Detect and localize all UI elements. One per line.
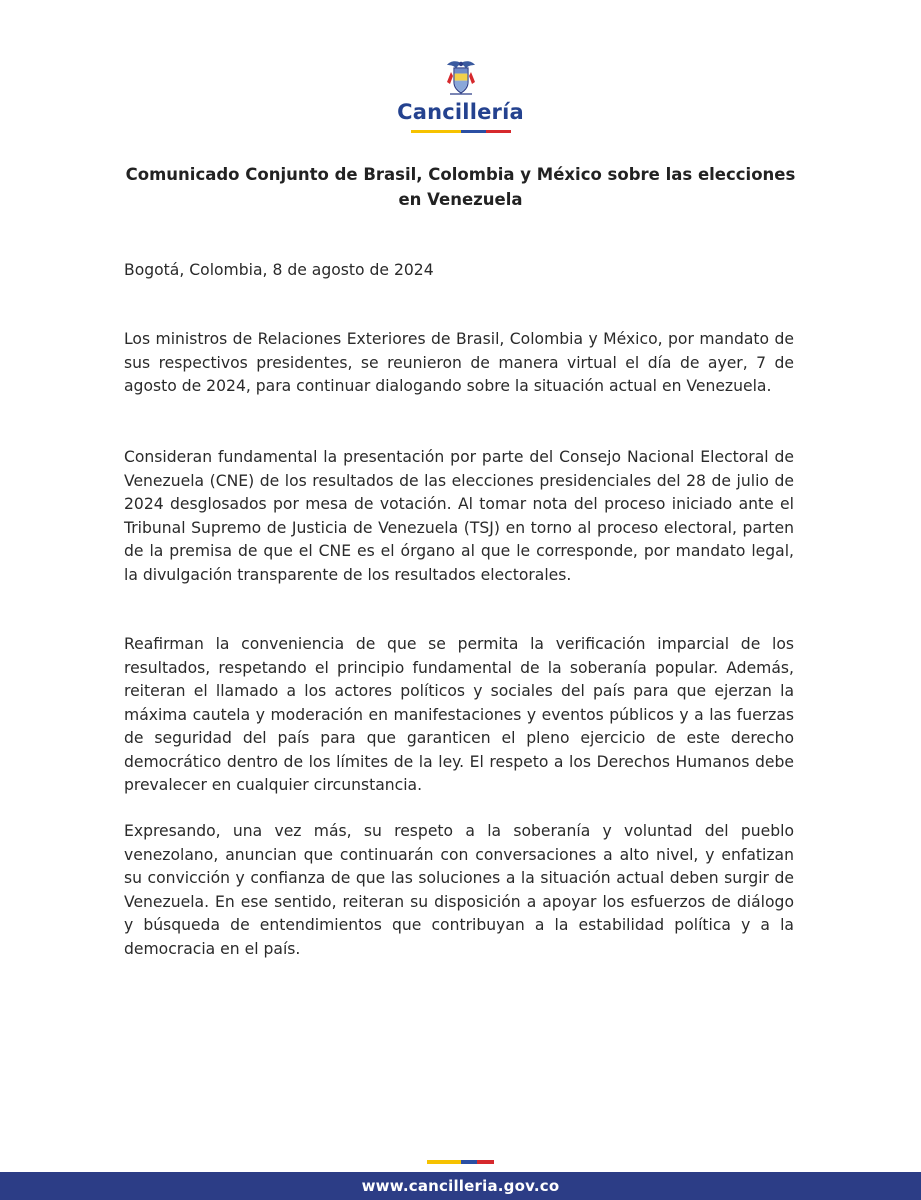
colombia-coat-of-arms-icon: [444, 58, 478, 98]
document-title: Comunicado Conjunto de Brasil, Colombia y México sobre las elecciones en Venezuela: [125, 165, 796, 209]
letterhead: [0, 58, 921, 133]
footer-flag-stripe: [427, 1160, 494, 1164]
footer-bar: [0, 1172, 921, 1200]
paragraph-2: Consideran fundamental la presentación por parte del Consejo Nacional Electoral de Venezuela (CNE) de los resultados de las elecciones presidenciales del 28 de julio de 2024 desglosados por mesa de votación. Al tomar nota del proceso iniciado ante el Tribunal Supremo de Justicia de Venezuela (TSJ) en torno al proceso electoral, parten de la premisa de que el CNE es el órgano al que le corresponde, por mandato legal, la divulgación transparente de los resultados electorales.: [124, 448, 794, 584]
paragraph-3: Reafirman la conveniencia de que se permita la verificación imparcial de los resultados, respetando el principio fundamental de la soberanía popular. Además, reiteran el llamado a los actores políticos y sociales del país para que ejerzan la máxima cautela y moderación en manifestaciones y eventos públicos y a las fuerzas de seguridad del país para que garanticen el pleno ejercicio de este derecho democrático dentro de los límites de la ley. El respeto a los Derechos Humanos debe prevalecer en cualquier circunstancia.: [124, 635, 794, 794]
flag-stripe: [411, 130, 511, 133]
dateline: Bogotá, Colombia, 8 de agosto de 2024: [124, 261, 434, 279]
footer-url[interactable]: www.cancilleria.gov.co: [361, 1177, 560, 1195]
paragraph-1: Los ministros de Relaciones Exteriores de Brasil, Colombia y México, por mandato de sus respectivos presidentes, se reunieron de manera virtual el día de ayer, 7 de agosto de 2024, para continuar dialogando sobre la situación actual en Venezuela.: [124, 330, 794, 395]
paragraph-4: Expresando, una vez más, su respeto a la soberanía y voluntad del pueblo venezolano, anuncian que continuarán con conversaciones a alto nivel, y enfatizan su convicción y confianza de que las soluciones a la situación actual deben surgir de Venezuela. En ese sentido, reiteran su disposición a apoyar los esfuerzos de diálogo y búsqueda de entendimientos que contribuyan a la estabilidad política y a la democracia en el país.: [124, 822, 794, 958]
brand-wordmark: Cancillería: [397, 100, 524, 124]
